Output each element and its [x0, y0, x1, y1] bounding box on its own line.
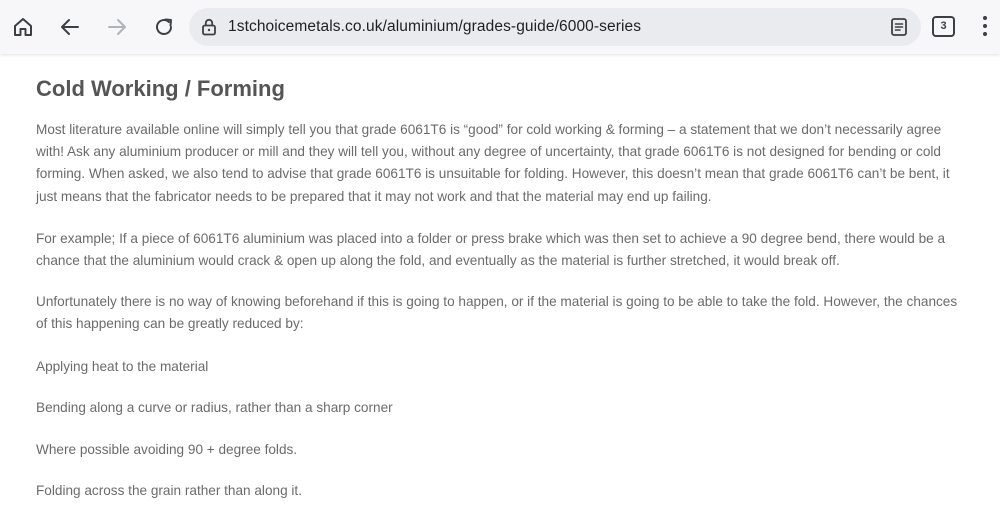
list-item-curve: Bending along a curve or radius, rather than a sharp corner: [36, 400, 393, 415]
paragraph-intro: Most literature available online will simply tell you that grade 6061T6 is “good” for cold working & forming – a statement that we don’t necessarily agree with! Ask any aluminium producer or mill and they will tell you, without any degree of uncertainty, that grade 6061T6 is not designed for bending or cold forming. When asked, we also tend to advise that grade 6061T6 is unsuitable for folding. However, this doesn’t mean that grade 6061T6 can’t be bent, it just means that the fabricator needs to be prepared that it may not work and that the material may end up failing.: [36, 122, 950, 204]
address-bar[interactable]: [189, 8, 921, 46]
home-icon: [11, 15, 35, 39]
browser-toolbar: [0, 0, 1000, 54]
reader-mode-icon[interactable]: [889, 17, 909, 37]
back-arrow-icon: [58, 15, 82, 39]
reload-icon: [152, 15, 176, 39]
more-menu-icon[interactable]: [975, 14, 995, 38]
paragraph-unfortunately: Unfortunately there is no way of knowing beforehand if this is going to happen, or if the material is going to be able to take the fold. However, the chances of this happening can be greatly reduced by:: [36, 294, 958, 332]
tab-switcher-button[interactable]: 3: [932, 16, 955, 37]
forward-arrow-icon: [105, 15, 129, 39]
list-item-avoid-folds: Where possible avoiding 90 + degree folds.: [36, 442, 298, 457]
home-button[interactable]: [5, 9, 41, 45]
paragraph-example: For example; If a piece of 6061T6 aluminium was placed into a folder or press brake which was then set to achieve a 90 degree bend, there would be a chance that the aluminium would crack & open up along the fold, and eventually as the material is further stretched, it would break off.: [36, 231, 946, 269]
lock-icon[interactable]: [201, 18, 217, 36]
list-item-grain: Folding across the grain rather than along it.: [36, 483, 302, 498]
back-button[interactable]: [52, 9, 88, 45]
url-text[interactable]: 1stchoicemetals.co.uk/aluminium/grades-guide/6000-series: [228, 18, 642, 35]
list-item-heat: Applying heat to the material: [36, 359, 209, 374]
section-heading: Cold Working / Forming: [36, 76, 285, 101]
forward-button[interactable]: [99, 9, 135, 45]
reload-button[interactable]: [146, 9, 182, 45]
